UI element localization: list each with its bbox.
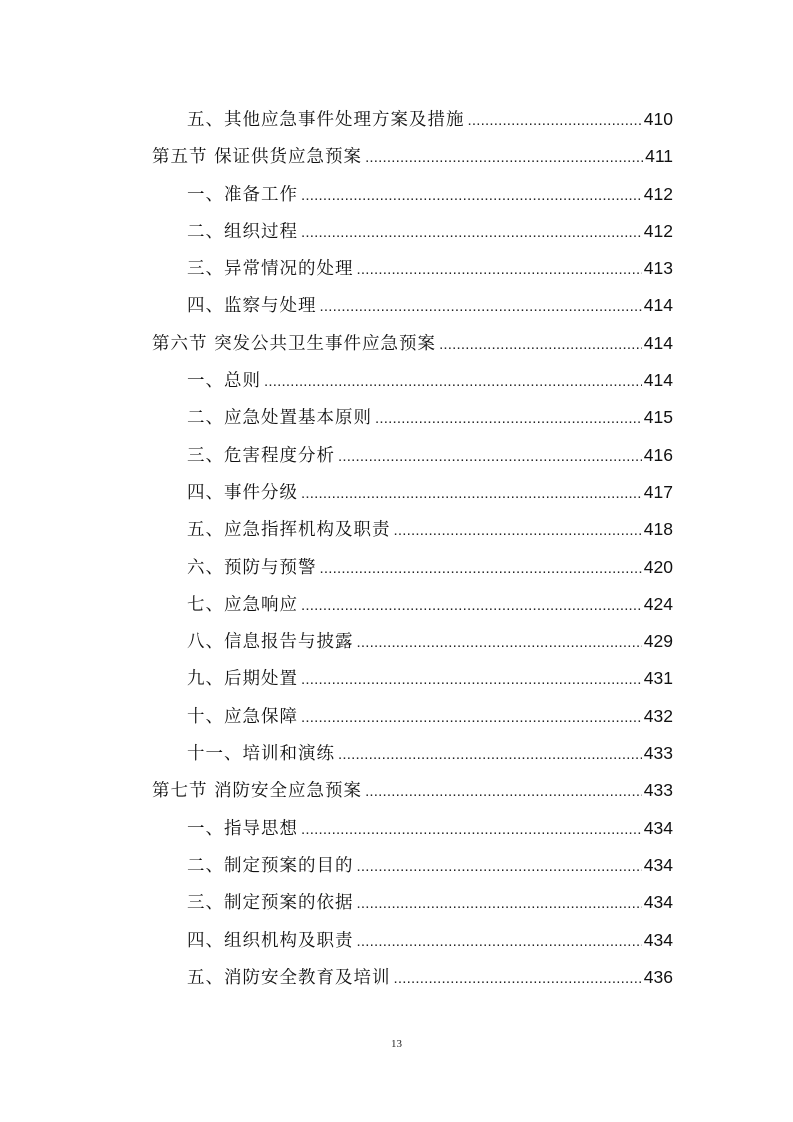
page-number: 13	[391, 1038, 402, 1050]
toc-dot-leader	[357, 624, 642, 660]
toc-entry-title: 八、信息报告与披露	[187, 632, 354, 653]
toc-subsection-entry[interactable]	[152, 287, 673, 324]
toc-dot-leader	[365, 139, 643, 175]
toc-dot-leader	[375, 400, 642, 436]
toc-subsection-entry[interactable]	[152, 362, 673, 399]
toc-dot-leader	[439, 326, 642, 362]
toc-subsection-entry[interactable]	[152, 176, 673, 213]
toc-dot-leader	[338, 438, 642, 474]
toc-subsection-entry[interactable]	[152, 810, 673, 847]
toc-entry-page-number: 436	[643, 966, 673, 987]
toc-entry-title: 六、预防与预警	[187, 557, 317, 578]
toc-entry-page-number: 415	[643, 407, 673, 428]
toc-dot-leader	[301, 475, 642, 511]
toc-entry-page-number: 414	[643, 332, 673, 353]
toc-dot-leader	[365, 773, 642, 809]
toc-entry-page-number: 414	[643, 295, 673, 316]
toc-dot-leader	[394, 512, 642, 548]
toc-dot-leader	[357, 923, 642, 959]
toc-entry-title: 七、应急响应	[187, 594, 298, 615]
toc-entry-title: 二、制定预案的目的	[187, 855, 354, 876]
toc-dot-leader	[320, 288, 642, 324]
toc-dot-leader	[320, 550, 642, 586]
toc-subsection-entry[interactable]	[152, 437, 673, 474]
toc-subsection-entry[interactable]	[152, 511, 673, 548]
toc-dot-leader	[357, 848, 642, 884]
toc-section-entry[interactable]	[152, 325, 673, 362]
toc-entry-title: 二、应急处置基本原则	[187, 408, 372, 429]
toc-entry-page-number: 413	[643, 258, 673, 279]
toc-entry-title: 三、异常情况的处理	[187, 259, 354, 280]
toc-section-entry[interactable]	[152, 138, 673, 175]
toc-subsection-entry[interactable]	[152, 884, 673, 921]
toc-entry-page-number: 429	[643, 631, 673, 652]
toc-entry-page-number: 433	[643, 743, 673, 764]
toc-dot-leader	[357, 251, 642, 287]
toc-entry-title: 四、监察与处理	[187, 296, 317, 317]
toc-dot-leader	[338, 736, 642, 772]
toc-entry-title: 第七节 消防安全应急预案	[152, 781, 363, 802]
toc-entry-page-number: 432	[643, 705, 673, 726]
toc-entry-title: 十一、培训和演练	[187, 744, 335, 765]
toc-entry-title: 十、应急保障	[187, 706, 298, 727]
toc-entry-page-number: 412	[643, 183, 673, 204]
toc-subsection-entry[interactable]	[152, 474, 673, 511]
toc-dot-leader	[301, 699, 642, 735]
toc-section-entry[interactable]	[152, 772, 673, 809]
toc-entry-page-number: 411	[645, 146, 673, 167]
table-of-contents	[152, 101, 673, 996]
toc-entry-title: 一、指导思想	[187, 818, 298, 839]
toc-entry-page-number: 410	[643, 109, 673, 129]
toc-entry-page-number: 414	[643, 370, 673, 391]
toc-entry-page-number: 431	[643, 668, 673, 689]
toc-subsection-entry[interactable]	[152, 250, 673, 287]
toc-entry-title: 一、准备工作	[187, 184, 298, 205]
toc-dot-leader	[357, 885, 642, 921]
toc-entry-page-number: 434	[643, 817, 673, 838]
toc-entry-title: 五、其他应急事件处理方案及措施	[187, 110, 465, 130]
toc-entry-title: 第六节 突发公共卫生事件应急预案	[152, 333, 437, 354]
toc-entry-title: 九、后期处置	[187, 669, 298, 690]
toc-dot-leader	[301, 214, 642, 250]
toc-entry-page-number: 420	[643, 556, 673, 577]
toc-dot-leader	[301, 587, 642, 623]
toc-entry-page-number: 434	[643, 892, 673, 913]
toc-entry-page-number: 417	[643, 481, 673, 502]
toc-entry-title: 二、组织过程	[187, 221, 298, 242]
toc-subsection-entry[interactable]	[152, 586, 673, 623]
toc-entry-page-number: 412	[643, 220, 673, 241]
toc-subsection-entry[interactable]	[152, 847, 673, 884]
toc-subsection-entry[interactable]	[152, 623, 673, 660]
toc-subsection-entry[interactable]	[152, 660, 673, 697]
toc-entry-page-number: 416	[643, 444, 673, 465]
toc-entry-title: 一、总则	[187, 371, 261, 392]
toc-dot-leader	[301, 661, 642, 697]
toc-entry-title: 四、事件分级	[187, 482, 298, 503]
toc-subsection-entry[interactable]	[152, 213, 673, 250]
toc-dot-leader	[301, 177, 642, 213]
toc-entry-title: 第五节 保证供货应急预案	[152, 147, 363, 168]
toc-subsection-entry[interactable]	[152, 735, 673, 772]
toc-subsection-entry[interactable]	[152, 399, 673, 436]
toc-dot-leader	[468, 102, 642, 138]
toc-entry-page-number: 434	[643, 929, 673, 950]
toc-subsection-entry[interactable]	[152, 698, 673, 735]
toc-subsection-entry[interactable]	[152, 922, 673, 959]
toc-entry-page-number: 434	[643, 854, 673, 875]
toc-entry-title: 五、消防安全教育及培训	[187, 967, 391, 988]
toc-entry-page-number: 424	[643, 593, 673, 614]
toc-entry-page-number: 418	[643, 519, 673, 540]
toc-entry-page-number: 433	[643, 780, 673, 801]
toc-entry-title: 四、组织机构及职责	[187, 930, 354, 951]
toc-subsection-entry[interactable]	[152, 549, 673, 586]
toc-entry-title: 五、应急指挥机构及职责	[187, 520, 391, 541]
toc-entry-title: 三、危害程度分析	[187, 445, 335, 466]
toc-dot-leader	[264, 363, 642, 399]
toc-dot-leader	[301, 811, 642, 847]
toc-subsection-entry[interactable]	[152, 959, 673, 996]
toc-dot-leader	[394, 960, 642, 996]
toc-entry-title: 三、制定预案的依据	[187, 893, 354, 914]
toc-subsection-entry[interactable]	[152, 101, 673, 138]
